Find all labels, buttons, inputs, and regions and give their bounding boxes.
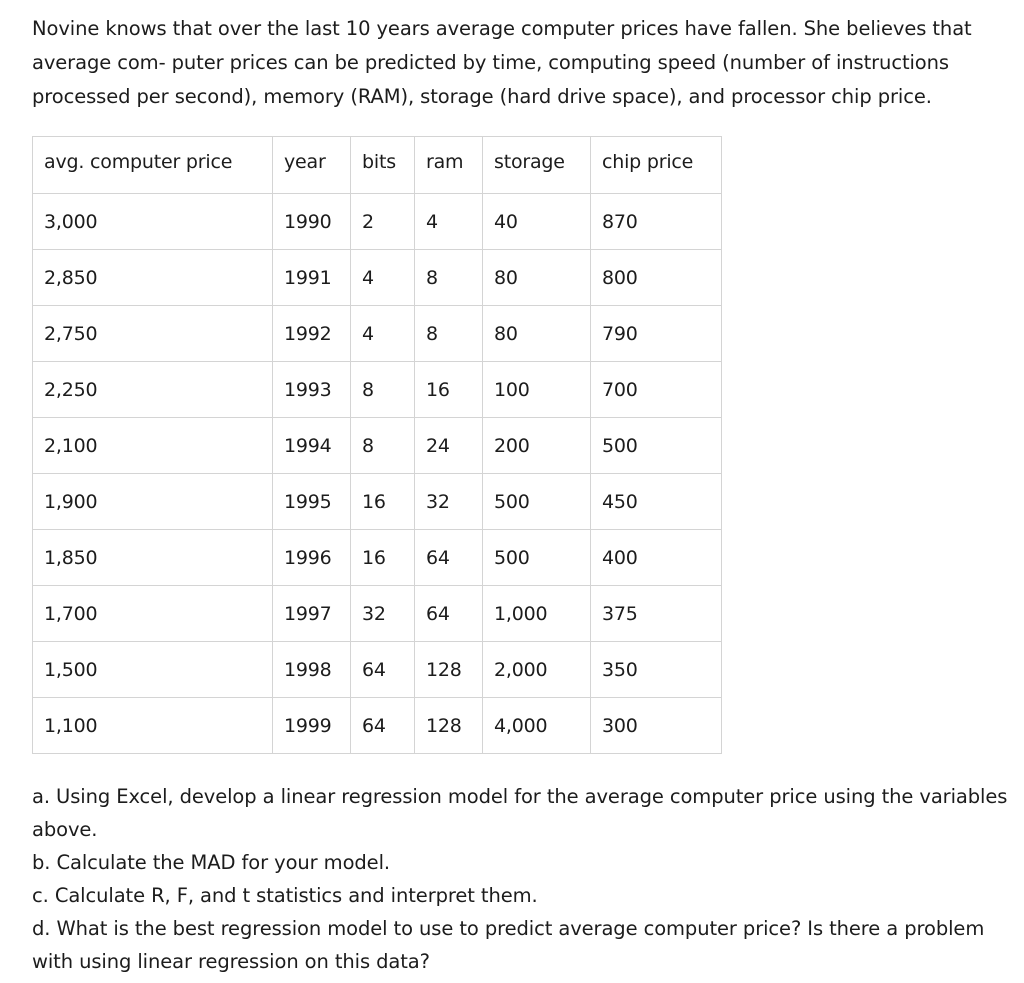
table-row (33, 194, 722, 250)
cell-avg-computer-price: 1,700 (33, 586, 273, 642)
question-d: d. What is the best regression model to use to predict average computer price? Is there a problem with using linear regression on this data? (32, 917, 985, 973)
cell-storage: 80 (483, 250, 591, 306)
cell-bits: 8 (351, 362, 415, 418)
table-row (33, 250, 722, 306)
cell-year: 1999 (273, 698, 351, 754)
table-row (33, 418, 722, 474)
cell-storage: 100 (483, 362, 591, 418)
cell-ram: 64 (415, 530, 483, 586)
cell-storage: 4,000 (483, 698, 591, 754)
question-list (32, 780, 1017, 978)
cell-chip-price: 375 (591, 586, 722, 642)
cell-bits: 32 (351, 586, 415, 642)
cell-year: 1995 (273, 474, 351, 530)
cell-year: 1990 (273, 194, 351, 250)
cell-avg-computer-price: 1,100 (33, 698, 273, 754)
cell-avg-computer-price: 1,900 (33, 474, 273, 530)
question-a: a. Using Excel, develop a linear regression model for the average computer price using the variables above. (32, 785, 1008, 841)
header-storage: storage (483, 137, 591, 194)
cell-avg-computer-price: 2,750 (33, 306, 273, 362)
cell-year: 1997 (273, 586, 351, 642)
cell-ram: 16 (415, 362, 483, 418)
cell-chip-price: 870 (591, 194, 722, 250)
table-row (33, 306, 722, 362)
cell-avg-computer-price: 1,500 (33, 642, 273, 698)
computer-price-table (32, 136, 722, 754)
table-row (33, 474, 722, 530)
cell-chip-price: 400 (591, 530, 722, 586)
table-row (33, 642, 722, 698)
cell-chip-price: 790 (591, 306, 722, 362)
cell-avg-computer-price: 2,850 (33, 250, 273, 306)
cell-avg-computer-price: 2,250 (33, 362, 273, 418)
table-row (33, 530, 722, 586)
table-row (33, 698, 722, 754)
table-header-row (33, 137, 722, 194)
cell-year: 1996 (273, 530, 351, 586)
header-avg-computer-price: avg. computer price (33, 137, 273, 194)
cell-chip-price: 450 (591, 474, 722, 530)
question-b: b. Calculate the MAD for your model. (32, 851, 390, 874)
cell-storage: 1,000 (483, 586, 591, 642)
cell-bits: 16 (351, 530, 415, 586)
header-bits: bits (351, 137, 415, 194)
cell-year: 1992 (273, 306, 351, 362)
cell-ram: 32 (415, 474, 483, 530)
cell-ram: 128 (415, 642, 483, 698)
cell-ram: 64 (415, 586, 483, 642)
cell-ram: 24 (415, 418, 483, 474)
cell-ram: 4 (415, 194, 483, 250)
cell-year: 1991 (273, 250, 351, 306)
cell-bits: 2 (351, 194, 415, 250)
header-ram: ram (415, 137, 483, 194)
cell-avg-computer-price: 1,850 (33, 530, 273, 586)
cell-bits: 64 (351, 642, 415, 698)
cell-bits: 64 (351, 698, 415, 754)
cell-bits: 8 (351, 418, 415, 474)
problem-statement: Novine knows that over the last 10 years average computer prices have fallen. She believes that average com- puter prices can be predicted by time, computing speed (number of instructions processed per second), memory (RAM), storage (hard drive space), and processor chip price. (32, 17, 972, 108)
cell-chip-price: 800 (591, 250, 722, 306)
cell-ram: 8 (415, 306, 483, 362)
cell-storage: 200 (483, 418, 591, 474)
header-chip-price: chip price (591, 137, 722, 194)
cell-chip-price: 500 (591, 418, 722, 474)
cell-chip-price: 700 (591, 362, 722, 418)
cell-bits: 16 (351, 474, 415, 530)
cell-chip-price: 300 (591, 698, 722, 754)
cell-ram: 128 (415, 698, 483, 754)
cell-bits: 4 (351, 250, 415, 306)
table-row (33, 362, 722, 418)
cell-storage: 500 (483, 474, 591, 530)
cell-avg-computer-price: 3,000 (33, 194, 273, 250)
cell-avg-computer-price: 2,100 (33, 418, 273, 474)
cell-storage: 2,000 (483, 642, 591, 698)
cell-year: 1994 (273, 418, 351, 474)
cell-year: 1998 (273, 642, 351, 698)
cell-storage: 500 (483, 530, 591, 586)
cell-year: 1993 (273, 362, 351, 418)
cell-bits: 4 (351, 306, 415, 362)
cell-ram: 8 (415, 250, 483, 306)
header-year: year (273, 137, 351, 194)
cell-chip-price: 350 (591, 642, 722, 698)
question-c: c. Calculate R, F, and t statistics and interpret them. (32, 884, 538, 907)
cell-storage: 40 (483, 194, 591, 250)
cell-storage: 80 (483, 306, 591, 362)
table-row (33, 586, 722, 642)
